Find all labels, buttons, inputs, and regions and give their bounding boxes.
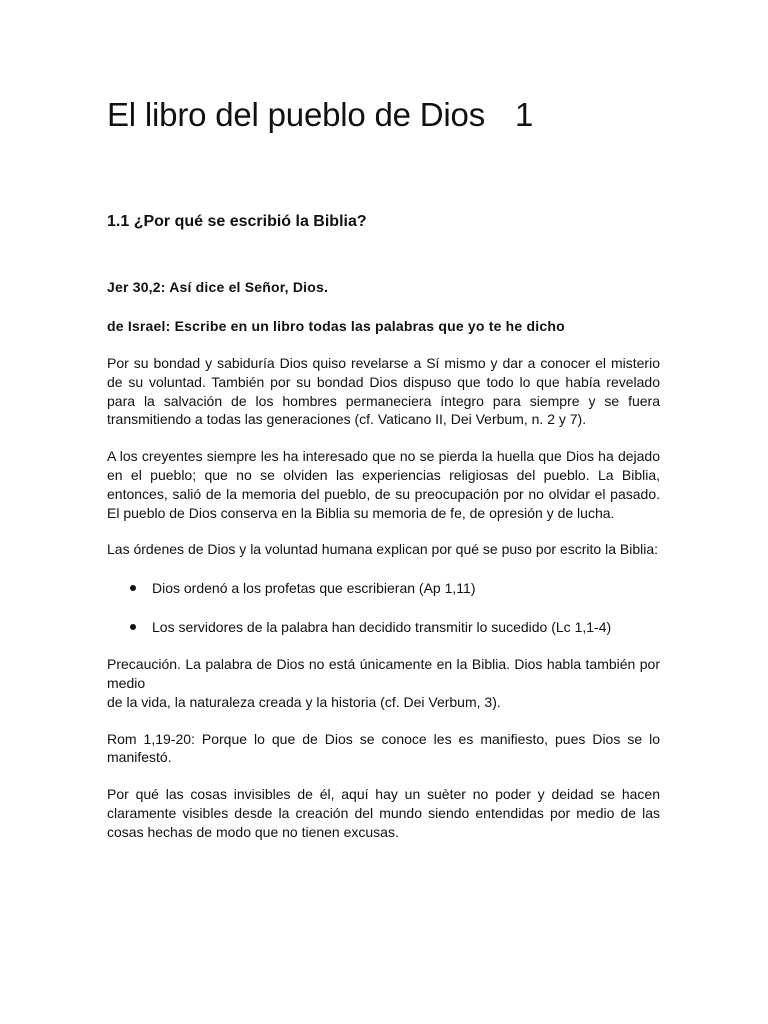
page-title	[107, 96, 660, 134]
verse-line-2: de Israel: Escribe en un libro todas las palabras que yo te he dicho	[107, 318, 565, 334]
paragraph-6: Por qué las cosas invisibles de él, aquí hay un suèter no poder y deidad se hacen claramente visibles desde la creación del mundo siendo entendidas por medio de las cosas hechas de modo que no tienen excusas.	[107, 786, 660, 840]
verse-line-1: Jer 30,2: Así dice el Señor, Dios.	[107, 279, 329, 295]
paragraph-4	[107, 655, 660, 711]
bullet-icon	[130, 624, 136, 630]
paragraph-5: Rom 1,19-20: Porque lo que de Dios se conoce les es manifiesto, pues Dios se lo manifestó.	[107, 730, 660, 766]
list-item-text: Dios ordenó a los profetas que escribieran (Ap 1,11)	[152, 580, 476, 597]
paragraph-4-line-1: Precaución. La palabra de Dios no está únicamente en la Biblia. Dios habla también por medio	[107, 656, 660, 691]
section-heading: 1.1 ¿Por qué se escribió la Biblia?	[107, 213, 367, 230]
paragraph-3: Las órdenes de Dios y la voluntad humana explican por qué se puso por escrito la Biblia:	[107, 541, 658, 558]
bullet-icon	[130, 585, 136, 591]
paragraph-2: A los creyentes siempre les ha interesado que no se pierda la huella que Dios ha dejado en el pueblo; que no se olviden las experiencias religiosas del pueblo. La Biblia, entonces, salió de la memoria del pueblo, de su preocupación por no olvidar el pasado. El pueblo de Dios conserva en la Biblia su memoria de fe, de opresión y de lucha.	[107, 448, 660, 521]
list-item	[107, 579, 660, 598]
document-body	[107, 96, 660, 842]
title-text: El libro del pueblo de Dios	[107, 96, 485, 133]
bullet-list	[107, 579, 660, 637]
paragraph-1: Por su bondad y sabiduría Dios quiso revelarse a Sí mismo y dar a conocer el misterio de su voluntad. También por su bondad Dios dispuso que todo lo que había revelado para la salvación de los hombres permaneciera íntegro para siempre y se fuera transmitiendo a todas las generaciones (cf. Vaticano II, Dei Verbum, n. 2 y 7).	[107, 355, 660, 428]
list-item-text: Los servidores de la palabra han decidido transmitir lo sucedido (Lc 1,1-4)	[152, 619, 612, 636]
paragraph-4-line-2: de la vida, la naturaleza creada y la historia (cf. Dei Verbum, 3).	[107, 693, 501, 710]
list-item	[107, 618, 660, 637]
title-number: 1	[515, 96, 534, 133]
